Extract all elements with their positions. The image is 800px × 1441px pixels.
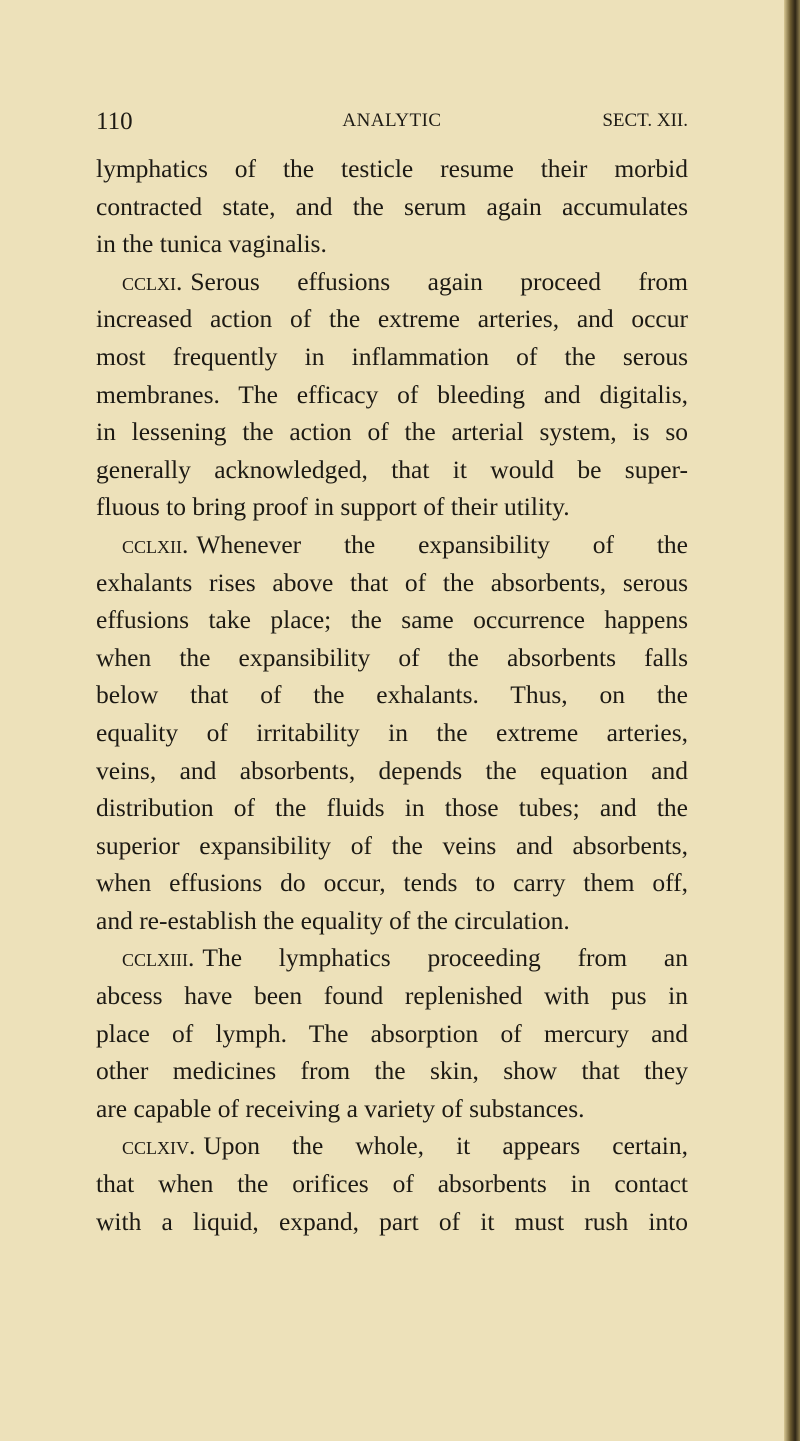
text-line	[96, 338, 688, 376]
line-text: Serous effusions again proceed from	[190, 266, 688, 296]
line-text: generally acknowledged, that it would be super-	[96, 454, 688, 484]
line-text: and re-establish the equality of the circulation.	[96, 905, 570, 935]
text-line	[96, 752, 688, 790]
text-line	[96, 714, 688, 752]
line-text: with a liquid, expand, part of it must rush into	[96, 1206, 688, 1236]
line-text: contracted state, and the serum again accumulates	[96, 191, 688, 221]
section-number: cclxiv.	[122, 1131, 196, 1161]
text-line	[96, 150, 688, 188]
line-text: when effusions do occur, tends to carry them off,	[96, 868, 688, 898]
line-text: Whenever the expansibility of the	[196, 529, 688, 559]
text-line	[96, 639, 688, 677]
text-line	[96, 1052, 688, 1090]
running-title: ANALYTIC	[342, 110, 442, 131]
page-body	[96, 150, 688, 1240]
text-line	[96, 1165, 688, 1203]
text-line	[96, 1090, 688, 1128]
text-line	[96, 413, 688, 451]
running-header	[96, 108, 688, 144]
line-text: in the tunica vaginalis.	[96, 229, 327, 259]
section-number: cclxiii.	[122, 943, 195, 973]
line-text: superior expansibility of the veins and absorbents,	[96, 830, 688, 860]
line-text: The lymphatics proceeding from an	[202, 943, 688, 973]
text-line	[96, 188, 688, 226]
line-text: increased action of the extreme arteries, and occur	[96, 304, 688, 334]
line-text: Upon the whole, it appears certain,	[203, 1131, 688, 1161]
text-line	[96, 676, 688, 714]
text-line	[96, 601, 688, 639]
line-text: place of lymph. The absorption of mercury and	[96, 1018, 688, 1048]
paragraph-start-line	[96, 263, 688, 301]
line-text: are capable of receiving a variety of substances.	[96, 1093, 585, 1123]
text-line	[96, 451, 688, 489]
text-line	[96, 977, 688, 1015]
book-spine-edge	[784, 0, 800, 1441]
line-text: exhalants rises above that of the absorbents, serous	[96, 567, 688, 597]
text-line	[96, 902, 688, 940]
text-line	[96, 564, 688, 602]
line-text: lymphatics of the testicle resume their morbid	[96, 154, 688, 183]
line-text: equality of irritability in the extreme arteries,	[96, 717, 688, 747]
line-text: fluous to bring proof in support of their utility.	[96, 492, 570, 522]
paragraph-start-line	[96, 526, 688, 564]
text-line	[96, 789, 688, 827]
paragraph-start-line	[96, 939, 688, 977]
text-line	[96, 827, 688, 865]
line-text: when the expansibility of the absorbents falls	[96, 642, 688, 672]
text-line	[96, 376, 688, 414]
paragraph-start-line	[96, 1127, 688, 1165]
text-line	[96, 1015, 688, 1053]
line-text: that when the orifices of absorbents in contact	[96, 1169, 688, 1199]
line-text: veins, and absorbents, depends the equation and	[96, 755, 688, 785]
line-text: most frequently in inflammation of the serous	[96, 341, 688, 371]
page-number: 110	[96, 108, 133, 135]
line-text: abcess have been found replenished with pus in	[96, 981, 688, 1011]
section-number: cclxi.	[122, 266, 183, 296]
line-text: other medicines from the skin, show that they	[96, 1056, 688, 1086]
line-text: effusions take place; the same occurrence happens	[96, 605, 688, 635]
line-text: membranes. The efficacy of bleeding and digitalis,	[96, 379, 688, 409]
line-text: distribution of the fluids in those tubes; and the	[96, 793, 688, 823]
text-line	[96, 300, 688, 338]
text-line	[96, 225, 688, 263]
text-line	[96, 864, 688, 902]
section-label: SECT. XII.	[602, 110, 688, 131]
section-number: cclxii.	[122, 529, 189, 559]
text-line	[96, 1203, 688, 1241]
text-line	[96, 488, 688, 526]
line-text: below that of the exhalants. Thus, on the	[96, 680, 688, 710]
line-text: in lessening the action of the arterial system, is so	[96, 417, 688, 447]
